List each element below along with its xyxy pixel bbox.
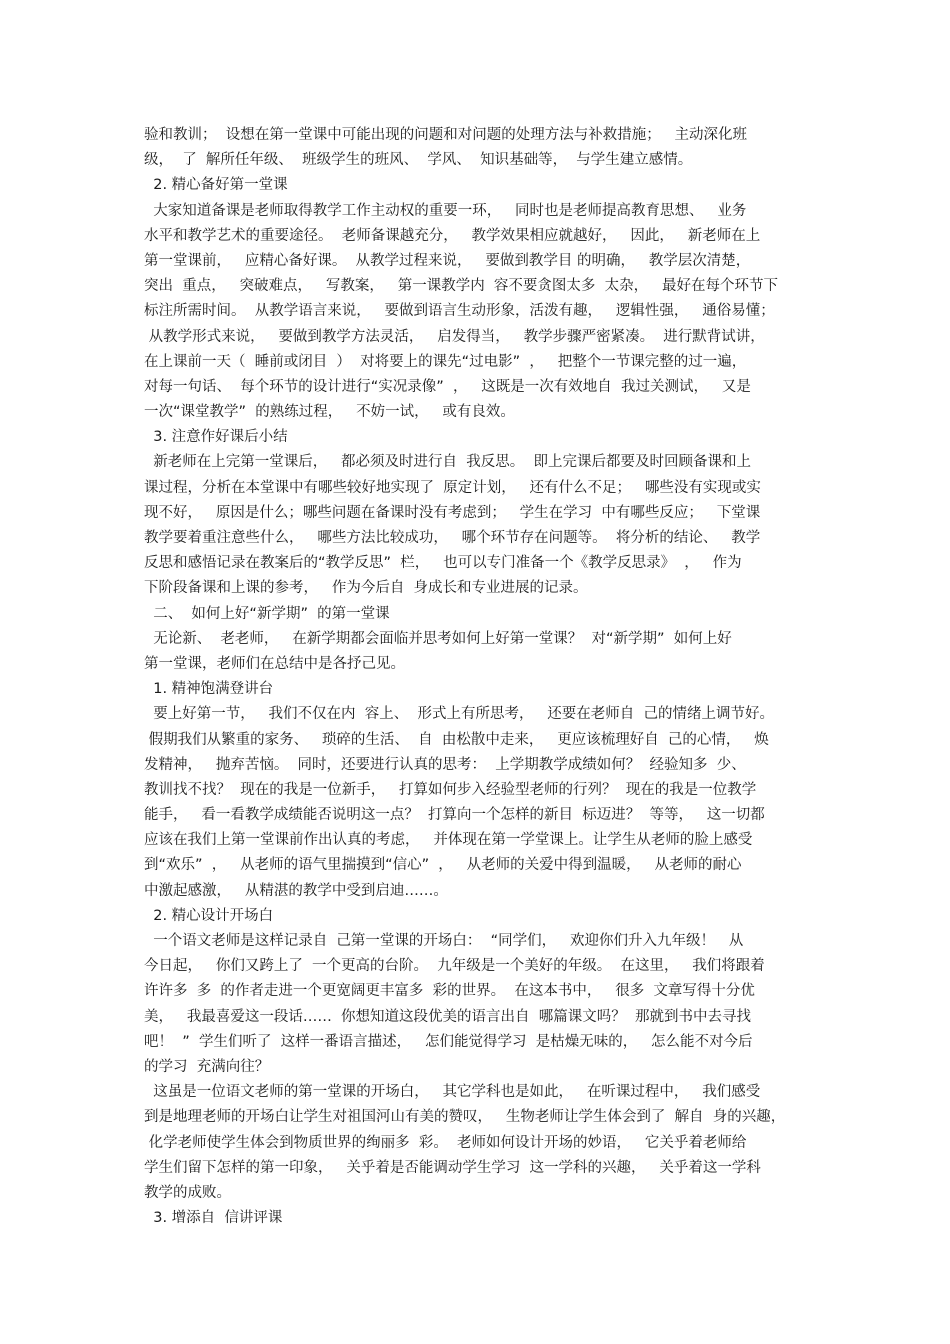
text-line: 第一堂课，老师们在总结中是各抒己见。	[144, 655, 405, 672]
text-line: 从教学形式来说， 要做到教学方法灵活， 启发得当， 教学步骤严密紧凑。 进行默背试讲，	[144, 328, 765, 345]
text-line: 的学习 充满向往？	[144, 1058, 270, 1075]
text-line: 验和教训； 设想在第一堂课中可能出现的问题和对问题的处理方法与补救措施； 主动深化班	[144, 127, 748, 143]
text-line: 应该在我们上第一堂课前作出认真的考虑， 并体现在第一学堂课上。让学生从老师的脸上感受	[144, 832, 753, 849]
section-heading: 3. 增添自 信讲评课	[144, 1210, 283, 1227]
text-line: 学生们留下怎样的第一印象， 关乎着是否能调动学生学习 这一学科的兴趣， 关乎着这一学科	[144, 1159, 761, 1176]
text-line: 水平和教学艺术的重要途径。 老师备课越充分， 教学效果相应就越好， 因此， 新老师在上	[144, 227, 761, 244]
text-line: 大家知道备课是老师取得教学工作主动权的重要一环， 同时也是老师提高教育思想、 业务	[144, 202, 747, 219]
section-heading: 2. 精心设计开场白	[144, 907, 274, 924]
text-line: 美， 我最喜爱这一段话…… 你想知道这段优美的语言出自 哪篇课文吗？ 那就到书中去寻找	[144, 1008, 751, 1025]
text-line: 突出 重点， 突破难点， 写教案， 第一课教学内 容不要贪图太多 太杂， 最好在每个环节下	[144, 278, 778, 295]
text-line: 要上好第一节， 我们不仅在内 容上、 形式上有所思考， 还要在老师自 己的情绪上调节好。	[144, 706, 775, 723]
text-line: 教训找不找？ 现在的我是一位新手， 打算如何步入经验型老师的行列？ 现在的我是一位教学	[144, 781, 757, 798]
text-line: 对每一句话、 每个环节的设计进行“实况录像” ， 这既是一次有效地自 我过关测试， 又是	[144, 378, 751, 395]
text-line: 在上课前一天（ 睡前或闭目 ） 对将要上的课先“过电影” ， 把整个一节课完整的过一遍，	[144, 353, 747, 370]
text-line: 下阶段备课和上课的参考， 作为今后自 身成长和专业进展的记录。	[144, 580, 588, 597]
section-heading: 3. 注意作好课后小结	[144, 429, 288, 446]
text-line: 许许多 多 的作者走进一个更宽阔更丰富多 彩的世界。 在这本书中， 很多 文章写得十分优	[144, 983, 755, 1000]
text-line: 级， 了 解所任年级、 班级学生的班风、 学风、 知识基础等， 与学生建立感情。	[144, 152, 693, 169]
text-line: 教学的成败。	[144, 1184, 231, 1201]
text-line: 今日起， 你们又跨上了 一个更高的台阶。 九年级是一个美好的年级。 在这里， 我们将跟着	[144, 958, 765, 975]
text-line: 课过程，分析在本堂课中有哪些较好地实现了 原定计划， 还有什么不足； 哪些没有实现或实	[144, 479, 761, 496]
text-line: 一个语文老师是这样记录自 己第一堂课的开场白： “同学们， 欢迎你们升入九年级！ 从	[144, 933, 744, 949]
text-line: 新老师在上完第一堂课后， 都必须及时进行自 我反思。 即上完课后都要及时回顾备课和上	[144, 454, 751, 471]
text-line: 无论新、 老老师， 在新学期都会面临并思考如何上好第一堂课？ 对“新学期” 如何上好	[144, 630, 732, 647]
text-line: 能手， 看一看教学成绩能否说明这一点？ 打算向一个怎样的新目 标迈进？ 等等， 这一切都	[144, 807, 765, 824]
text-line: 标注所需时间。 从教学语言来说， 要做到语言生动形象，活泼有趣， 逻辑性强， 通俗易懂；	[144, 303, 775, 320]
text-line: 吧！ ” 学生们听了 这样一番语言描述， 怎们能觉得学习 是枯燥无味的， 怎么能不对今后	[144, 1033, 753, 1050]
text-line: 现不好， 原因是什么；哪些问题在备课时没有考虑到； 学生在学习 中有哪些反应； 下堂课	[144, 504, 761, 521]
text-line: 到“欢乐” ， 从老师的语气里揣摸到“信心” ， 从老师的关爱中得到温暖， 从老师的耐心	[144, 857, 742, 874]
document-body	[144, 123, 834, 1231]
text-line: 反思和感悟记录在教案后的“教学反思” 栏， 也可以专门准备一个《教学反思录》 ， 作为	[144, 555, 742, 572]
text-line: 第一堂课前， 应精心备好课。 从教学过程来说， 要做到教学目 的明确， 教学层次清楚，	[144, 252, 751, 269]
section-heading: 1. 精神饱满登讲台	[144, 681, 274, 698]
text-line: 教学要着重注意些什么， 哪些方法比较成功， 哪个环节存在问题等。 将分析的结论、 教学	[144, 530, 761, 546]
text-line: 这虽是一位语文老师的第一堂课的开场白， 其它学科也是如此， 在听课过程中， 我们感受	[144, 1084, 761, 1101]
text-line: 假期我们从繁重的家务、 琐碎的生活、 自 由松散中走来， 更应该梳理好自 己的心情， 焕	[144, 731, 769, 748]
text-line: 发精神， 抛弃苦恼。 同时，还要进行认真的思考： 上学期教学成绩如何？ 经验知多 少、	[144, 756, 746, 773]
section-heading: 二、 如何上好“新学期” 的第一堂课	[144, 605, 390, 622]
text-line: 化学老师使学生体会到物质世界的绚丽多 彩。 老师如何设计开场的妙语， 它关乎着老师给	[144, 1134, 747, 1151]
text-line: 到是地理老师的开场白让学生对祖国河山有美的赞叹， 生物老师让学生体会到了 解自 身的兴趣，	[144, 1109, 786, 1126]
text-line: 中激起感激， 从精湛的教学中受到启迪……。	[144, 882, 448, 899]
text-line: 一次“课堂教学” 的熟练过程， 不妨一试， 或有良效。	[144, 404, 515, 421]
section-heading: 2. 精心备好第一堂课	[144, 177, 288, 194]
